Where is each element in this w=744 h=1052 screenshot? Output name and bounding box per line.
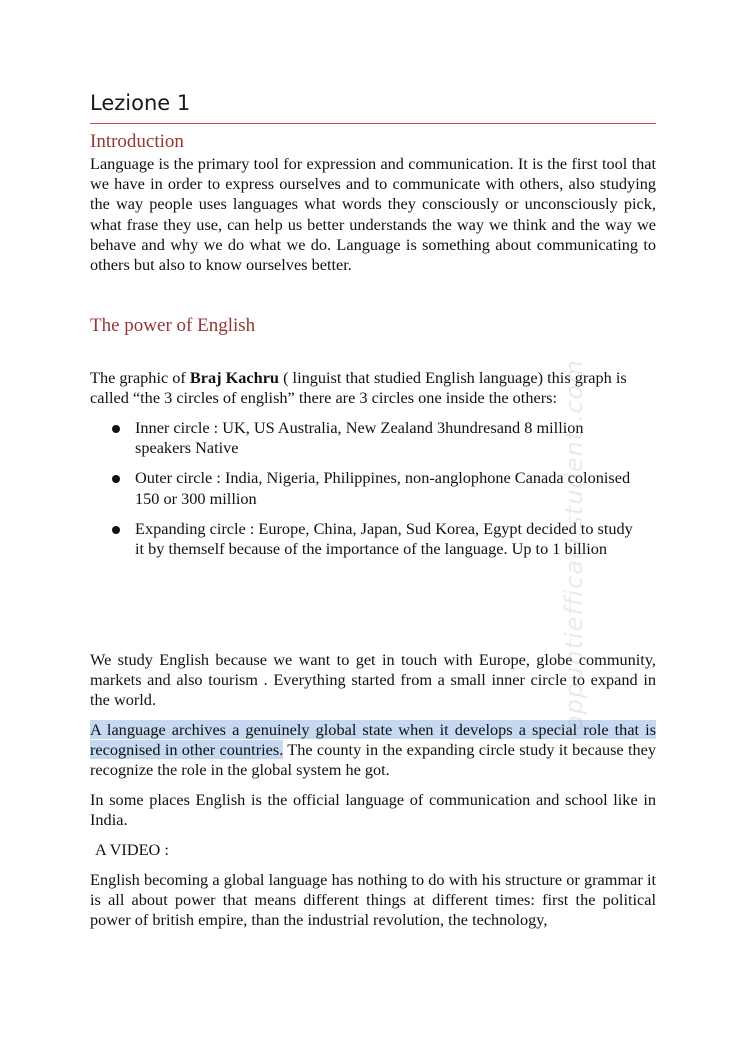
inner-circle-text: Inner circle : UK, US Australia, New Zealand 3hundresand 8 million speakers Native: [135, 418, 584, 458]
watermark: appuntiefficaci.studenti.com: [560, 359, 588, 730]
bullet-icon: [112, 475, 120, 483]
introduction-heading: Introduction: [90, 131, 184, 152]
list-item: [90, 468, 635, 508]
official-language-paragraph: In some places English is the official language of communication and school like in India.: [90, 790, 656, 830]
kachru-name: Braj Kachru: [189, 368, 279, 387]
expanding-circle-text: Expanding circle : Europe, China, Japan, Sud Korea, Egypt decided to study it by themself because of the importance of the language. Up to 1 billion: [135, 518, 633, 559]
list-item: [90, 519, 635, 559]
title-underline: [90, 123, 656, 124]
global-state-rest: The county in the expanding circle study it because they recognize the role in the global system he got.: [90, 740, 656, 780]
introduction-paragraph: Language is the primary tool for expression and communication. It is the first tool that we have in order to express ourselves and to communicate with others, also studying the way people uses languages what words they consciously or unconsciously pick, what frase they use, can help us better understands the way we think and the way we behave and why we do what we do. Language is something about communicating to others but also to know ourselves better.: [90, 154, 656, 275]
video-label: A VIDEO :: [95, 840, 169, 859]
video-paragraph: English becoming a global language has nothing to do with his structure or grammar it is all about power that means different things at different times: first the political power of british empire, than the industrial revolution, the technology,: [90, 870, 656, 930]
power-heading: The power of English: [90, 315, 256, 336]
list-item: [90, 418, 635, 458]
outer-circle-text: Outer circle : India, Nigeria, Philippines, non-anglophone Canada colonised 150 or 300 million: [135, 468, 631, 508]
page-title: Lezione 1: [90, 91, 191, 115]
highlighted-text[interactable]: A language archives a genuinely global state when it develops a special role that is recognised in other countries.: [90, 720, 656, 760]
kachru-prefix: The graphic of: [90, 368, 190, 387]
kachru-suffix: ( linguist that studied English language) this graph is called “the 3 circles of english” there are 3 circles one inside the others:: [90, 368, 627, 408]
bullet-icon: [112, 425, 120, 433]
why-study-paragraph: We study English because we want to get in touch with Europe, globe community, markets and also tourism . Everything started from a small inner circle to expand in the world.: [90, 650, 656, 710]
bullet-icon: [112, 526, 120, 534]
